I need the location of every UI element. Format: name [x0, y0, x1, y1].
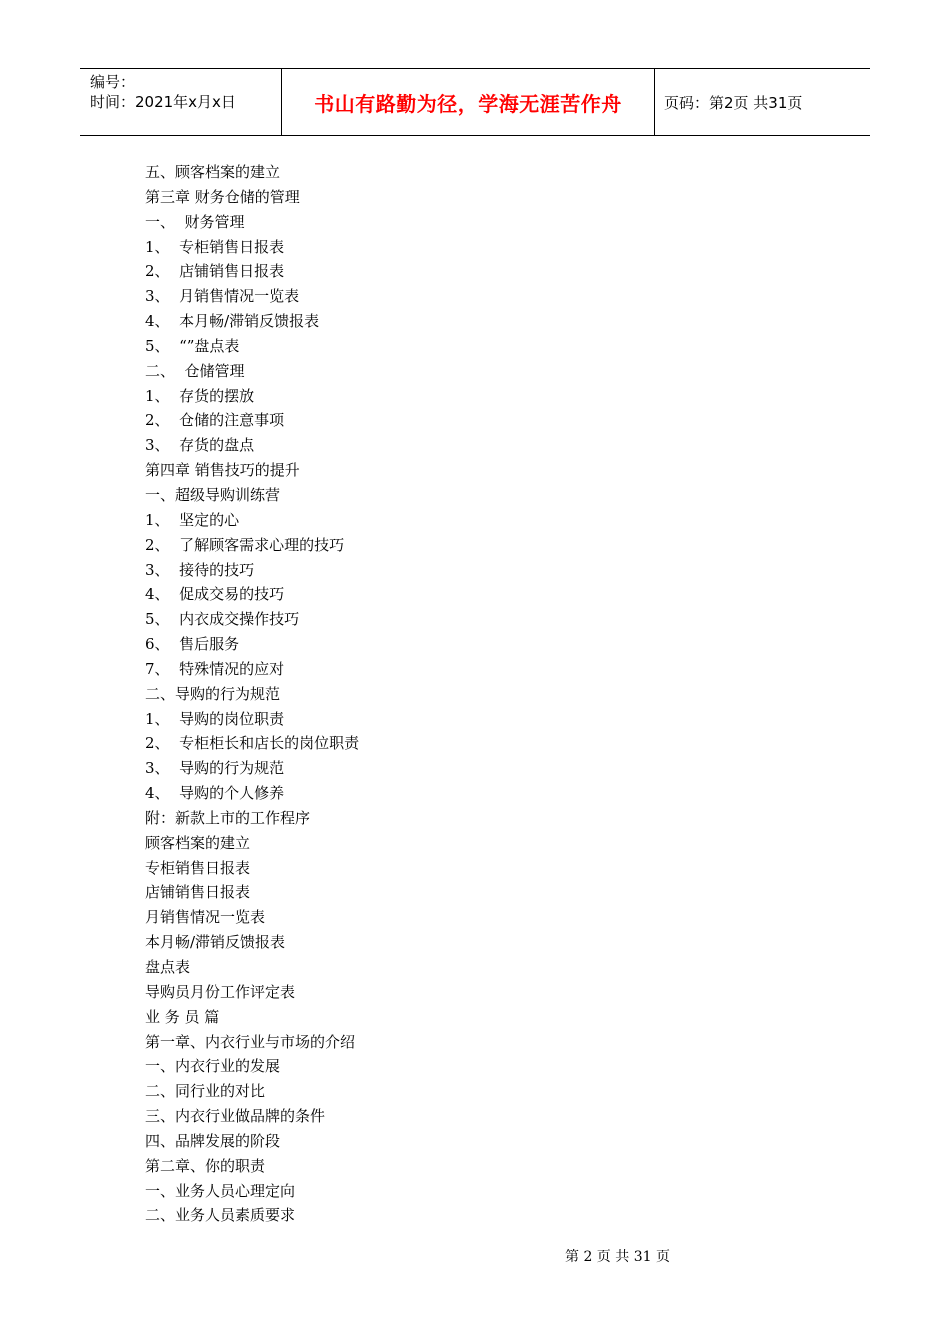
toc-line: 1、 专柜销售日报表: [145, 237, 285, 256]
header-motto: 书山有路勤为径，学海无涯苦作舟: [314, 91, 622, 116]
toc-line: 顾客档案的建立: [145, 833, 251, 852]
toc-line: 一、内衣行业的发展: [145, 1057, 281, 1076]
toc-line: 一、 财务管理: [145, 212, 245, 231]
toc-line: 附：新款上市的工作程序: [145, 808, 311, 827]
document-header: [80, 68, 870, 136]
toc-line: 第四章 销售技巧的提升: [145, 461, 300, 480]
toc-line: 1、 导购的岗位职责: [145, 709, 285, 728]
toc-line: 第三章 财务仓储的管理: [145, 187, 300, 206]
toc-line: 三、内衣行业做品牌的条件: [145, 1107, 326, 1126]
toc-line: 专柜销售日报表: [145, 858, 251, 877]
toc-line: 店铺销售日报表: [145, 883, 251, 902]
serial-number-label: 编号：: [90, 73, 136, 91]
toc-line: 4、 导购的个人修养: [145, 784, 285, 803]
date-label: 时间：2021年x月x日: [90, 93, 236, 111]
toc-line: 7、 特殊情况的应对: [145, 659, 285, 678]
toc-line: 2、 仓储的注意事项: [145, 411, 285, 430]
toc-line: 5、 内衣成交操作技巧: [145, 610, 300, 629]
toc-line: 一、业务人员心理定向: [145, 1181, 296, 1200]
header-divider-right: [654, 69, 655, 135]
page-footer: 第 2 页 共 31 页: [565, 1249, 670, 1265]
toc-line: 2、 了解顾客需求心理的技巧: [145, 535, 345, 554]
toc-line: 3、 导购的行为规范: [145, 759, 285, 778]
toc-line: 导购员月份工作评定表: [145, 982, 296, 1001]
header-meta: [90, 72, 236, 112]
toc-line: 盘点表: [145, 958, 191, 976]
toc-line: 业 务 员 篇: [145, 1007, 220, 1026]
toc-line: 二、导购的行为规范: [145, 684, 281, 703]
toc-line: 四、品牌发展的阶段: [145, 1131, 281, 1150]
toc-line: 3、 接待的技巧: [145, 560, 255, 579]
toc-line: 二、同行业的对比: [145, 1082, 266, 1101]
toc-line: 第二章、你的职责: [145, 1156, 266, 1175]
toc-line: 3、 存货的盘点: [145, 436, 255, 455]
toc-line: 4、 促成交易的技巧: [145, 585, 285, 604]
header-page-info: 页码：第2页 共31页: [664, 93, 803, 112]
table-of-contents: [145, 160, 359, 1228]
toc-line: 二、业务人员素质要求: [145, 1206, 296, 1225]
toc-line: 2、 店铺销售日报表: [145, 262, 285, 281]
toc-line: 5、 “”盘点表: [145, 336, 240, 355]
toc-line: 1、 坚定的心: [145, 510, 240, 529]
toc-line: 一、超级导购训练营: [145, 485, 281, 504]
toc-line: 第一章、内衣行业与市场的介绍: [145, 1032, 356, 1051]
toc-line: 3、 月销售情况一览表: [145, 287, 300, 306]
toc-line: 五、顾客档案的建立: [145, 163, 281, 181]
toc-line: 1、 存货的摆放: [145, 386, 255, 405]
toc-line: 本月畅/滞销反馈报表: [145, 933, 286, 952]
toc-line: 月销售情况一览表: [145, 908, 266, 927]
toc-line: 4、 本月畅/滞销反馈报表: [145, 312, 320, 331]
toc-line: 2、 专柜柜长和店长的岗位职责: [145, 734, 360, 753]
toc-line: 6、 售后服务: [145, 635, 240, 654]
toc-line: 二、 仓储管理: [145, 361, 245, 380]
